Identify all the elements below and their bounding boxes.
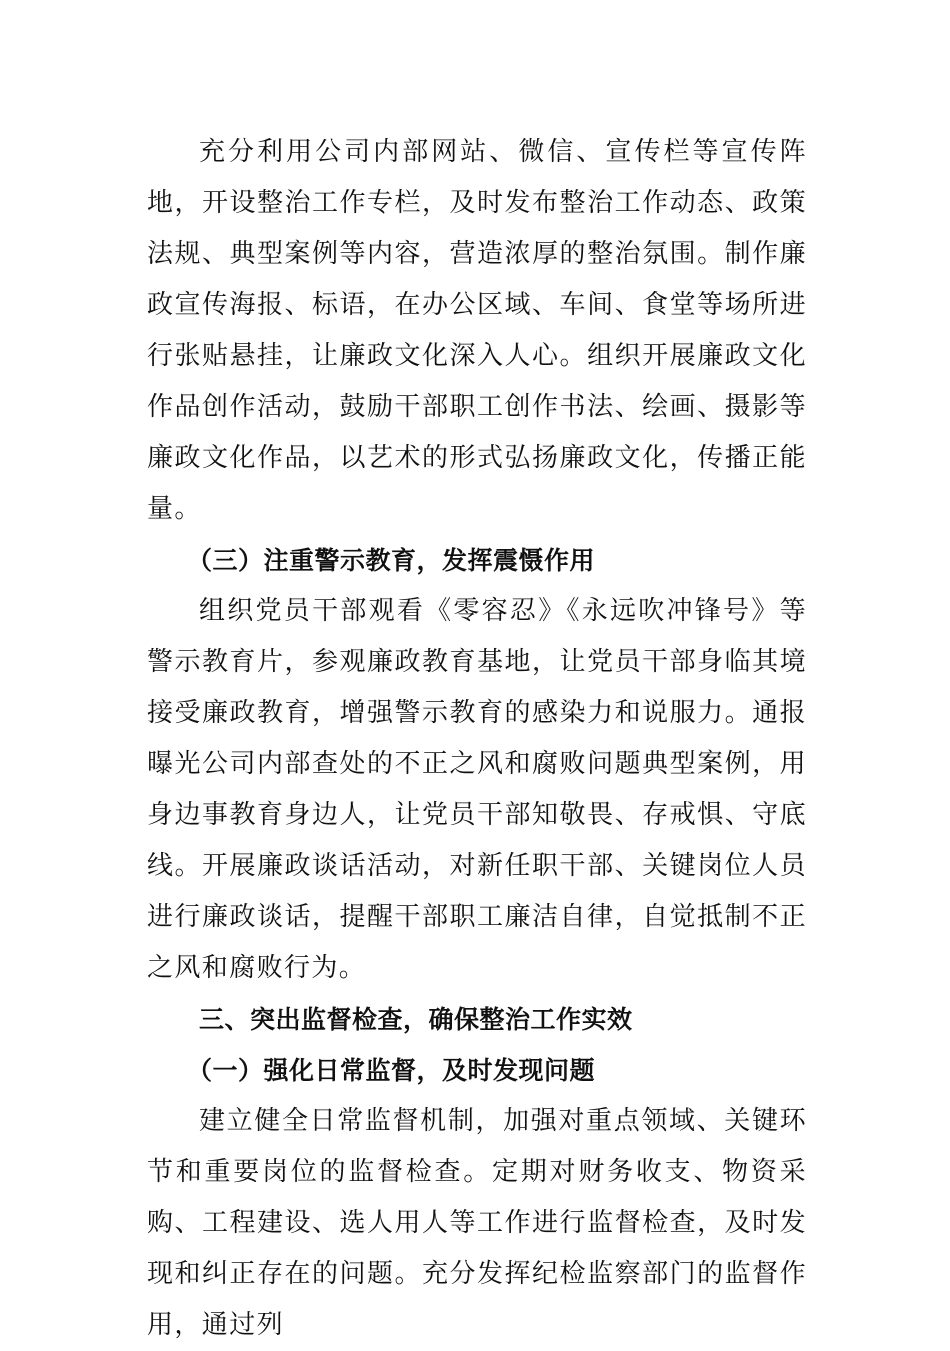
- heading-supervision-section: 三、突出监督检查，确保整治工作实效: [199, 1005, 633, 1034]
- paragraph-warning-education: 组织党员干部观看《零容忍》《永远吹冲锋号》等警示教育片，参观廉政教育基地，让党员干部身临其境接受廉政教育，增强警示教育的感染力和说服力。通报曝光公司内部查处的不正之风和腐败问题典型案例，用身边事教育身边人，让党员干部知敬畏、存戒惧、守底线。开展廉政谈话活动，对新任职干部、关键岗位人员进行廉政谈话，提醒干部职工廉洁自律，自觉抵制不正之风和腐败行为。: [147, 596, 807, 983]
- heading-daily-supervision: （一）强化日常监督，及时发现问题: [187, 1056, 596, 1085]
- paragraph-daily-supervision: 建立健全日常监督机制，加强对重点领域、关键环节和重要岗位的监督检查。定期对财务收支、物资采购、工程建设、选人用人等工作进行监督检查，及时发现和纠正存在的问题。充分发挥纪检监察部门的监督作用，通过列: [147, 1106, 807, 1340]
- heading-warning-education: （三）注重警示教育，发挥震慑作用: [187, 546, 596, 575]
- paragraph-publicity: 充分利用公司内部网站、微信、宣传栏等宣传阵地，开设整治工作专栏，及时发布整治工作动态、政策法规、典型案例等内容，营造浓厚的整治氛围。制作廉政宣传海报、标语，在办公区域、车间、食堂等场所进行张贴悬挂，让廉政文化深入人心。组织开展廉政文化作品创作活动，鼓励干部职工创作书法、绘画、摄影等廉政文化作品，以艺术的形式弘扬廉政文化，传播正能量。: [147, 137, 807, 524]
- document-page: [147, 127, 807, 1351]
